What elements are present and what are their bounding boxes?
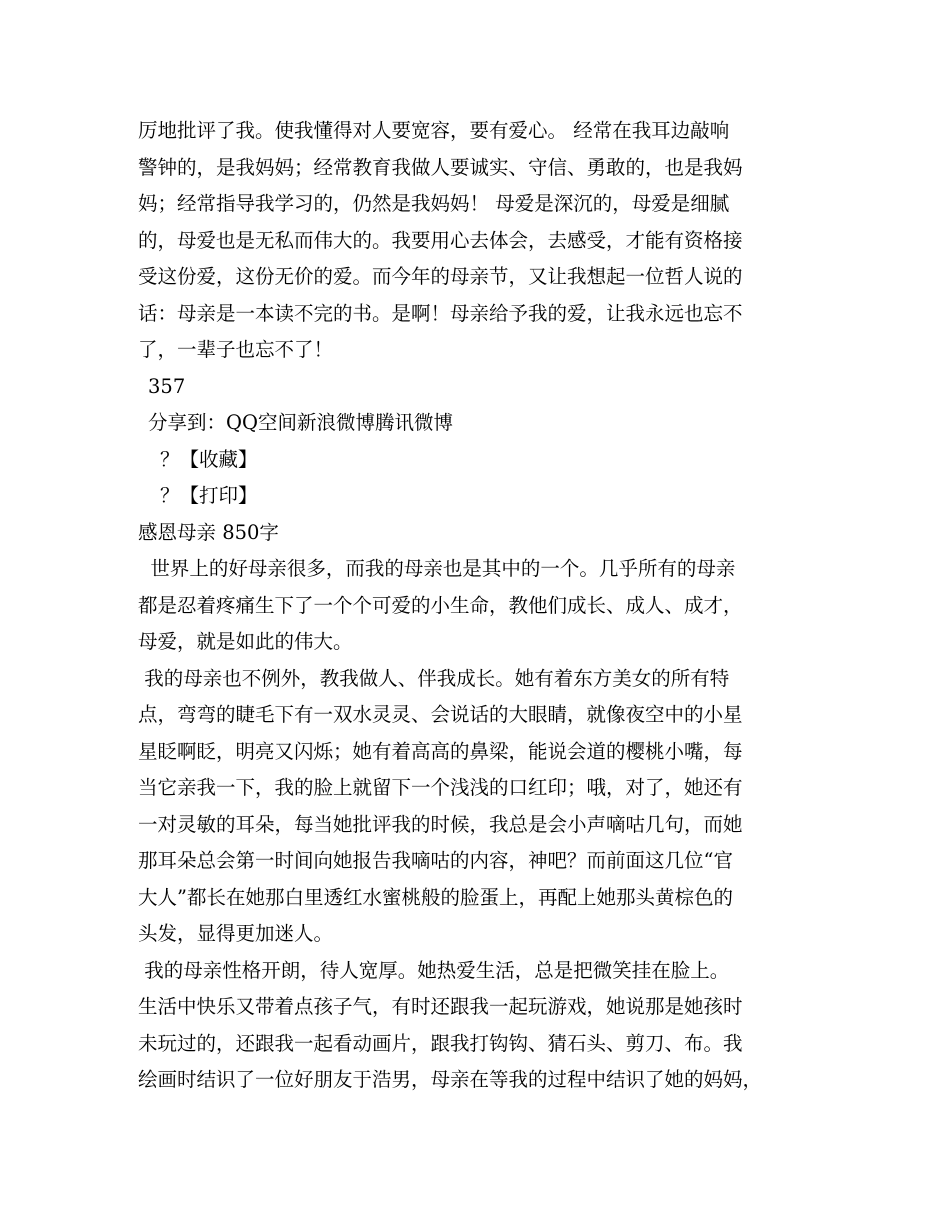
share-links[interactable]: 分享到：QQ空间新浪微博腾讯微博 xyxy=(148,411,453,434)
print-link[interactable]: ？【打印】 xyxy=(160,484,258,507)
document-body xyxy=(138,113,823,1099)
essay-line: 绘画时结识了一位好朋友于浩男，母亲在等我的过程中结识了她的妈妈， xyxy=(138,1068,763,1091)
essay-line: 我的母亲性格开朗，待人宽厚。她热爱生活，总是把微笑挂在脸上。 xyxy=(138,958,730,982)
text-line: 了，一辈子也忘不了！ xyxy=(138,338,334,361)
essay-line: 生活中快乐又带着点孩子气，有时还跟我一起玩游戏，她说那是她孩时 xyxy=(138,995,743,1018)
essay-line: 我的母亲也不例外，教我做人、伴我成长。她有着东方美女的所有特 xyxy=(138,666,730,690)
essay-line: 那耳朵总会第一时间向她报告我嘀咕的内容，神吧？而前面这几位“官 xyxy=(138,849,733,872)
essay-line: 世界上的好母亲很多，而我的母亲也是其中的一个。几乎所有的母亲 xyxy=(138,557,736,580)
essay-line: 母爱，就是如此的伟大。 xyxy=(138,630,353,653)
essay-line: 未玩过的，还跟我一起看动画片，跟我打钩钩、猜石头、剪刀、布。我 xyxy=(138,1031,743,1055)
collect-link[interactable]: ？【收藏】 xyxy=(160,447,258,471)
essay-line: 点，弯弯的睫毛下有一双水灵灵、会说话的大眼睛，就像夜空中的小星 xyxy=(138,703,743,726)
text-line: 受这份爱，这份无价的爱。而今年的母亲节，又让我想起一位哲人说的 xyxy=(138,265,743,288)
text-line: 话：母亲是一本读不完的书。是啊！母亲给予我的爱，让我永远也忘不 xyxy=(138,301,743,325)
text-line: 厉地批评了我。使我懂得对人要宽容，要有爱心。 经常在我耳边敲响 xyxy=(138,119,730,142)
essay-line: 头发，显得更加迷人。 xyxy=(138,922,334,945)
essay-line: 星眨啊眨，明亮又闪烁；她有着高高的鼻梁，能说会道的樱桃小嘴，每 xyxy=(138,739,743,763)
essay-line: 一对灵敏的耳朵，每当她批评我的时候，我总是会小声嘀咕几句，而她 xyxy=(138,812,743,836)
text-line: 警钟的，是我妈妈；经常教育我做人要诚实、守信、勇敢的，也是我妈 xyxy=(138,155,743,179)
text-line: 的，母爱也是无私而伟大的。我要用心去体会，去感受，才能有资格接 xyxy=(138,228,743,252)
essay-line: 都是忍着疼痛生下了一个个可爱的小生命，教他们成长、成人、成才， xyxy=(138,593,743,617)
share-count: 357 xyxy=(148,374,186,398)
essay-line: 当它亲我一下，我的脸上就留下一个浅浅的口红印；哦，对了，她还有 xyxy=(138,776,743,799)
essay-title: 感恩母亲 850字 xyxy=(138,520,279,544)
text-line: 妈；经常指导我学习的，仍然是我妈妈！ 母爱是深沉的，母爱是细腻 xyxy=(138,192,730,215)
essay-line: 大人”都长在她那白里透红水蜜桃般的脸蛋上，再配上她那头黄棕色的 xyxy=(138,885,733,909)
